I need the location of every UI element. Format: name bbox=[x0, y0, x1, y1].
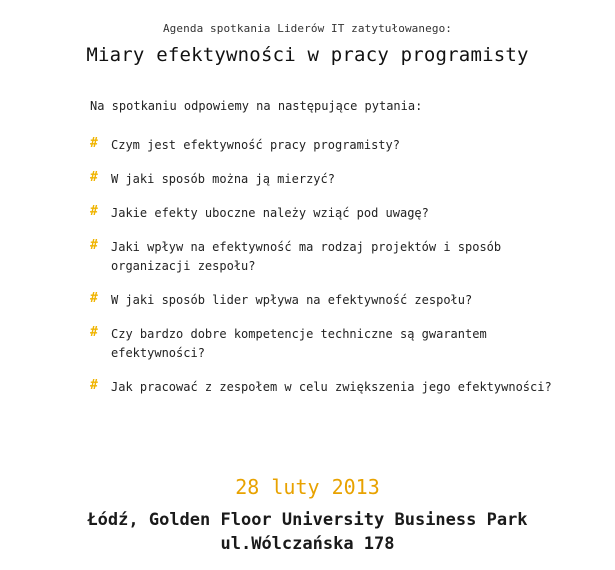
question-item bbox=[90, 170, 570, 189]
question-text: Czym jest efektywność pracy programisty? bbox=[111, 138, 400, 152]
question-text: W jaki sposób można ją mierzyć? bbox=[111, 172, 335, 186]
question-item bbox=[90, 238, 570, 276]
event-address: ul.Wólczańska 178 bbox=[220, 534, 395, 554]
question-text: W jaki sposób lider wpływa na efektywność zespołu? bbox=[111, 293, 473, 307]
hash-bullet-icon: # bbox=[90, 238, 98, 253]
question-item bbox=[90, 136, 570, 155]
page-title: Miary efektywności w pracy programisty bbox=[86, 44, 529, 66]
hash-bullet-icon: # bbox=[90, 378, 98, 393]
agenda-intro: Agenda spotkania Liderów IT zatytułowanego: bbox=[162, 22, 453, 35]
hash-bullet-icon: # bbox=[90, 136, 98, 151]
questions-lead: Na spotkaniu odpowiemy na następujące pytania: bbox=[90, 99, 423, 113]
hash-bullet-icon: # bbox=[90, 170, 98, 185]
question-item bbox=[90, 204, 570, 223]
question-text: Czy bardzo dobre kompetencje techniczne są gwarantem efektywności? bbox=[111, 327, 487, 360]
hash-bullet-icon: # bbox=[90, 325, 98, 340]
question-item bbox=[90, 291, 570, 310]
event-venue: Łódź, Golden Floor University Business Park bbox=[87, 510, 528, 530]
question-item bbox=[90, 378, 570, 397]
event-date: 28 luty 2013 bbox=[235, 475, 380, 499]
question-text: Jak pracować z zespołem w celu zwiększenia jego efektywności? bbox=[111, 380, 552, 394]
hash-bullet-icon: # bbox=[90, 291, 98, 306]
hash-bullet-icon: # bbox=[90, 204, 98, 219]
question-item bbox=[90, 325, 570, 363]
question-text: Jakie efekty uboczne należy wziąć pod uwagę? bbox=[111, 206, 429, 220]
question-text: Jaki wpływ na efektywność ma rodzaj projektów i sposób organizacji zespołu? bbox=[111, 240, 502, 273]
questions-list bbox=[90, 136, 570, 412]
